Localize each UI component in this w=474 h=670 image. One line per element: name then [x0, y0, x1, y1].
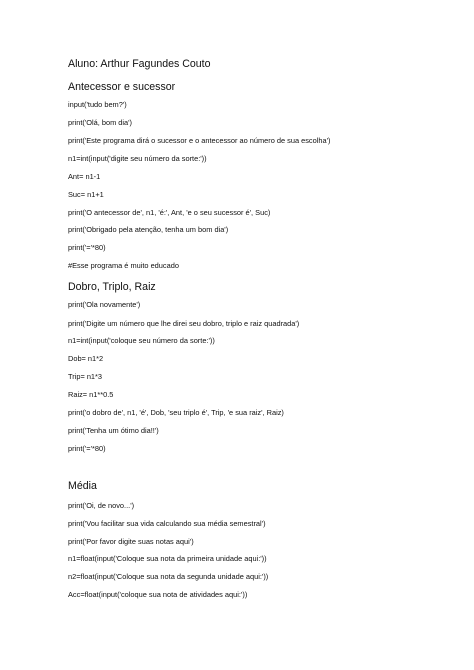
code-line: n1=int(input('digite seu número da sorte:')) — [68, 154, 207, 163]
code-line: print('o dobro de', n1, 'é', Dob, 'seu triplo é', Trip, 'e sua raiz', Raiz) — [68, 408, 284, 417]
code-line: print('Obrigado pela atenção, tenha um bom dia') — [68, 225, 229, 234]
section-title-media: Média — [68, 480, 97, 492]
code-line: input('tudo bem?') — [68, 100, 127, 109]
code-line: print('='*80) — [68, 444, 106, 453]
code-line: print('Este programa dirá o sucessor e o antecessor ao número de sua escolha') — [68, 136, 331, 145]
code-line: n1=int(input('coloque seu número da sorte:')) — [68, 336, 215, 345]
code-line: print('Por favor digite suas notas aqui') — [68, 537, 194, 546]
code-comment: #Esse programa é muito educado — [68, 261, 179, 270]
section-title-antecessor: Antecessor e sucessor — [68, 81, 176, 93]
code-line: print('='*80) — [68, 243, 106, 252]
code-line: n2=float(input('Coloque sua nota da segunda unidade aqui:')) — [68, 572, 269, 581]
code-line: print('O antecessor de', n1, 'é:', Ant, 'e o seu sucessor é', Suc) — [68, 208, 271, 217]
code-line: print('Oi, de novo...') — [68, 501, 135, 510]
code-line: Acc=float(input('coloque sua nota de atividades aqui:')) — [68, 590, 248, 599]
code-line: print('Ola novamente') — [68, 300, 141, 309]
code-line: Ant= n1-1 — [68, 172, 101, 181]
code-line: Dob= n1*2 — [68, 354, 104, 363]
code-line: print('Vou facilitar sua vida calculando sua média semestral') — [68, 519, 266, 528]
code-line: Suc= n1+1 — [68, 190, 104, 199]
code-line: print('Tenha um ótimo dia!!') — [68, 426, 159, 435]
code-line: Trip= n1*3 — [68, 372, 103, 381]
section-title-dobro: Dobro, Triplo, Raiz — [68, 281, 156, 293]
code-line: Raiz= n1**0.5 — [68, 390, 114, 399]
author-line: Aluno: Arthur Fagundes Couto — [68, 58, 211, 70]
code-line: print('Olá, bom dia') — [68, 118, 133, 127]
code-line: n1=float(input('Coloque sua nota da primeira unidade aqui:')) — [68, 554, 267, 563]
code-line: print('Digite um número que lhe direi seu dobro, triplo e raiz quadrada') — [68, 319, 300, 328]
